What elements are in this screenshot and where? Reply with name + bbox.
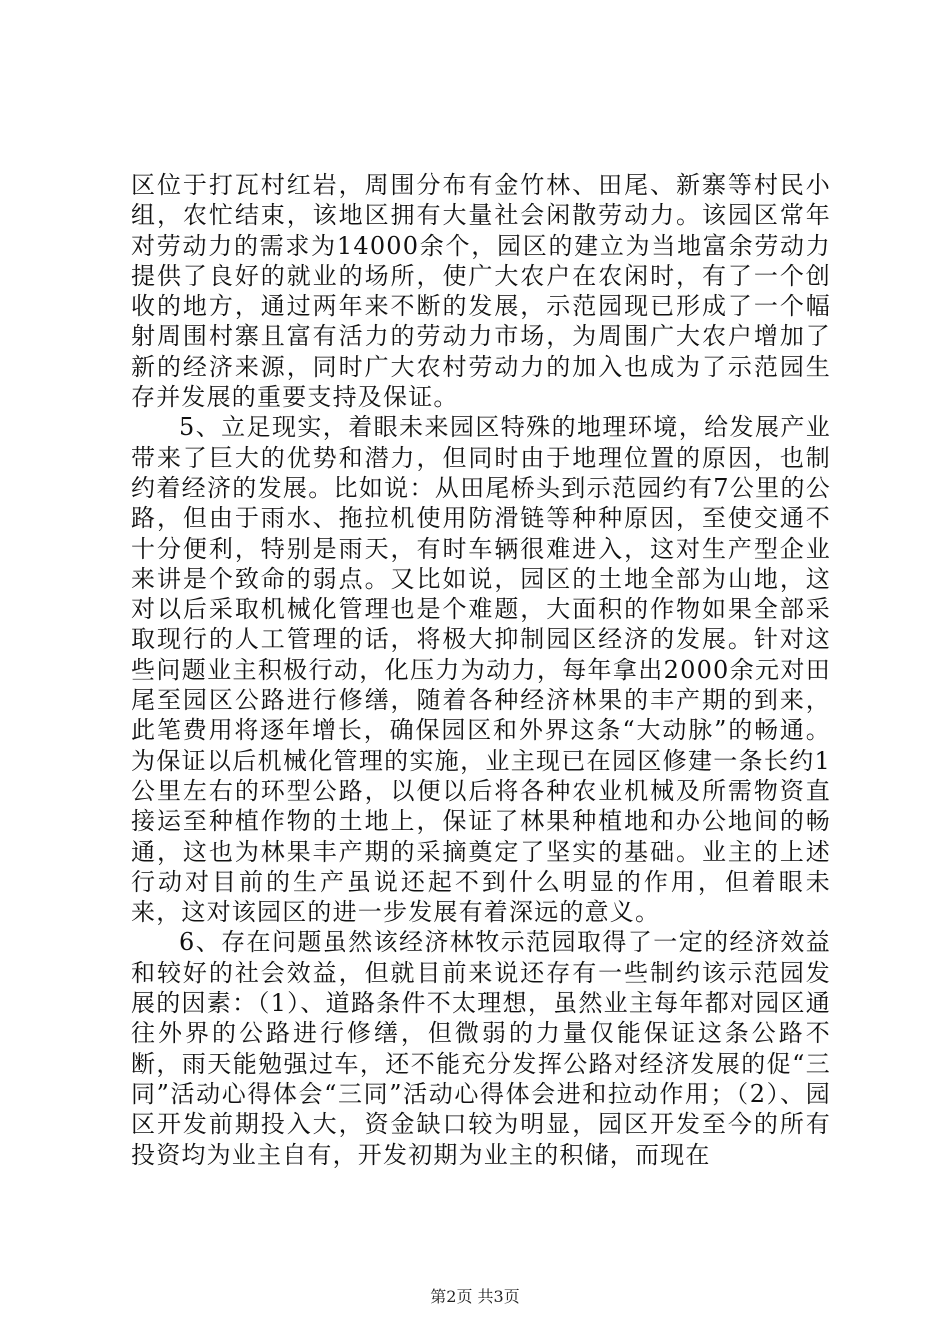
paragraph-continuation: 区位于打瓦村红岩，周围分布有金竹林、田尾、新寨等村民小组，农忙结束，该地区拥有大量社会闲散劳动力。该园区常年对劳动力的需求为14000余个，园区的建立为当地富余劳动力提供了良好的就业的场所，使广大农户在农闲时，有了一个创收的地方，通过两年来不断的发展，示范园现已形成了一个幅射周围村寨且富有活力的劳动力市场，为周围广大农户增加了新的经济来源，同时广大农村劳动力的加入也成为了示范园生存并发展的重要支持及保证。 <box>131 171 831 412</box>
paragraph-section-5: 5、立足现实，着眼未来园区特殊的地理环境，给发展产业带来了巨大的优势和潜力，但同时由于地理位置的原因，也制约着经济的发展。比如说：从田尾桥头到示范园约有7公里的公路，但由于雨水、拖拉机使用防滑链等种种原因，至使交通不十分便利，特别是雨天，有时车辆很难进入，这对生产型企业来讲是个致命的弱点。又比如说，园区的土地全部为山地，这对以后采取机械化管理也是个难题，大面积的作物如果全部采取现行的人工管理的话，将极大抑制园区经济的发展。针对这些问题业主积极行动，化压力为动力，每年拿出2000余元对田尾至园区公路进行修缮，随着各种经济林果的丰产期的到来，此笔费用将逐年增长，确保园区和外界这条“大动脉”的畅通。为保证以后机械化管理的实施，业主现已在园区修建一条长约1公里左右的环型公路，以便以后将各种农业机械及所需物资直接运至种植作物的土地上，保证了林果种植地和办公地间的畅通，这也为林果丰产期的采摘奠定了坚实的基础。业主的上述行动对目前的生产虽说还起不到什么明显的作用，但着眼未来，这对该园区的进一步发展有着深远的意义。 <box>131 413 831 927</box>
document-body <box>131 170 831 1170</box>
page-footer: 第2页 共3页 <box>430 1287 520 1306</box>
paragraph-section-6: 6、存在问题虽然该经济林牧示范园取得了一定的经济效益和较好的社会效益，但就目前来说还存有一些制约该示范园发展的因素：（1）、道路条件不太理想，虽然业主每年都对园区通往外界的公路进行修缮，但微弱的力量仅能保证这条公路不断，雨天能勉强过车，还不能充分发挥公路对经济发展的促“三同”活动心得体会“三同”活动心得体会进和拉动作用；（2）、园区开发前期投入大，资金缺口较为明显，园区开发至今的所有投资均为业主自有，开发初期为业主的积储，而现在 <box>131 928 831 1169</box>
